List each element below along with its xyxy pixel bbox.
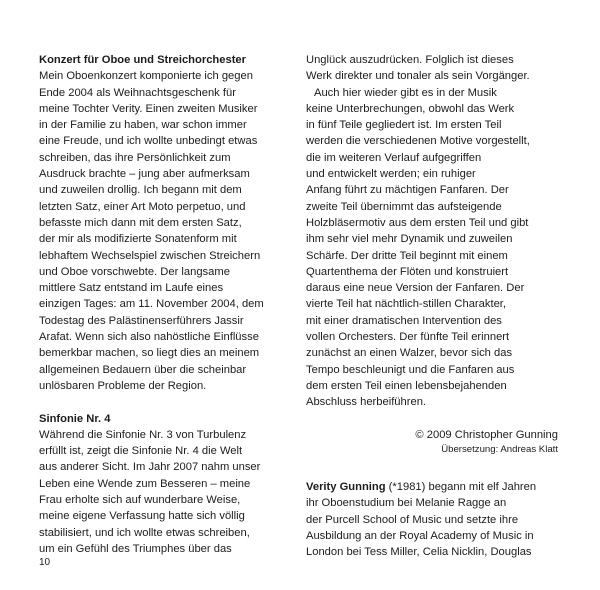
text-line: vollen Orchesters. Der fünfte Teil erinnert: [306, 331, 510, 344]
text-line: der mir als modifizierte Sonatenform mit: [39, 233, 237, 246]
text-line: Ausdruck brachte – jung aber aufmerksam: [39, 168, 250, 181]
text-line: lebhaftem Wechselspiel zwischen Streichern: [39, 249, 261, 262]
continuation-paragraph: [306, 52, 558, 85]
concerto-paragraph: [39, 68, 289, 394]
symphony-paragraph: [39, 427, 289, 557]
translation-credit: Übersetzung: Andreas Klatt: [441, 444, 558, 456]
bio-paragraph: [306, 479, 558, 560]
text-line: eine Freude, und ich wollte unbedingt etwas: [39, 135, 258, 148]
text-line: meine Tochter Verity. Einen zweiten Musiker: [39, 102, 258, 115]
text-line: vierte Teil hat nächtlich-stillen Charakter,: [306, 298, 507, 311]
concerto-heading: Konzert für Oboe und Streichorchester: [39, 54, 246, 66]
text-line: schreiben, das ihre Persönlichkeit zum: [39, 151, 231, 164]
text-line: ihr Oboenstudium bei Melanie Ragge an: [306, 497, 507, 510]
text-line: letzten Satz, einer Art Moto perpetuo, und: [39, 200, 246, 213]
text-line: stabilisiert, und ich wollte etwas schreiben,: [39, 526, 250, 539]
text-line: Todestag des Palästinenserführers Jassir: [39, 314, 244, 327]
text-line: Holzbläsermotiv aus dem ersten Teil und gibt: [306, 216, 529, 229]
paragraph-gap: [306, 457, 558, 479]
text-line: bemerkbar machen, so liegt dies an meinem: [39, 347, 260, 360]
structure-paragraph: [306, 85, 558, 411]
bio-name: Verity Gunning: [306, 481, 386, 494]
text-line: Arafat. Wenn sich also nahöstliche Einflüsse: [39, 331, 259, 344]
paragraph-gap: [39, 394, 289, 410]
text-line: zunächst an einen Walzer, bevor sich das: [306, 347, 513, 360]
text-line: mittlere Satz entstand im Laufe eines: [39, 282, 224, 295]
text-line: und entwickelt werden; ein ruhiger: [306, 168, 476, 181]
text-line: daraus eine neue Version der Fanfaren. Der: [306, 282, 525, 295]
text-line: Unglück auszudrücken. Folglich ist dieses: [306, 54, 514, 66]
text-line: die im weiteren Verlauf aufgegriffen: [306, 151, 482, 164]
text-line: mit einer dramatischen Intervention des: [306, 314, 502, 327]
text-line: Ende 2004 als Weihnachtsgeschenk für: [39, 86, 236, 99]
text-line: und zuweilen drollig. Ich begann mit dem: [39, 184, 242, 197]
text-line: Quartenthema der Flöten und konstruiert: [306, 265, 509, 278]
text-line: einzigen Tages: am 11. November 2004, dem: [39, 298, 264, 311]
text-line: Mein Oboenkonzert komponierte ich gegen: [39, 70, 253, 83]
text-line: meine eigene Verfassung hatte sich völlig: [39, 510, 245, 523]
page-number: 10: [39, 557, 51, 568]
text-line: Ausbildung an der Royal Academy of Music in: [306, 530, 534, 543]
text-line: der Purcell School of Music und setzte ihre: [306, 513, 519, 526]
text-line: Leben eine Wende zum Besseren – meine: [39, 477, 251, 490]
text-line: erfüllt ist, zeigt die Sinfonie Nr. 4 die Welt: [39, 445, 243, 458]
text-line: aus anderer Sicht. Im Jahr 2007 nahm unser: [39, 461, 261, 474]
text-line: London bei Tess Miller, Celia Nicklin, Douglas: [306, 546, 532, 559]
text-line: befasste mich dann mit dem ersten Satz,: [39, 216, 242, 229]
text-line: Frau erholte sich auf wunderbare Weise,: [39, 494, 241, 507]
text-line: unlösbaren Probleme der Region.: [39, 379, 207, 392]
text-line: und Oboe vorschwebte. Der langsame: [39, 265, 230, 278]
text-line: allgemeinen Bedauern über die scheinbar: [39, 363, 247, 376]
text-line: Während die Sinfonie Nr. 3 von Turbulenz: [39, 428, 247, 441]
bio-years: (*1981) begann mit elf Jahren: [385, 481, 537, 494]
text-line: Schärfe. Der dritte Teil beginnt mit einem: [306, 249, 508, 262]
bio-first-line: [306, 479, 558, 495]
text-line: ihm sehr viel mehr Dynamik und zuweilen: [306, 233, 513, 246]
left-column: [39, 52, 289, 557]
symphony-heading: Sinfonie Nr. 4: [39, 412, 111, 425]
text-line: Werk direkter und tonaler als sein Vorgänger.: [306, 70, 530, 83]
text-line: in fünf Teile gegliedert ist. Im ersten Teil: [306, 119, 502, 132]
text-line: um ein Gefühl des Triumphes über das: [39, 542, 232, 555]
copyright-line: © 2009 Christopher Gunning: [415, 428, 558, 441]
text-line: Auch hier wieder gibt es in der Musik: [314, 86, 497, 99]
text-line: dem ersten Teil einen lebensbejahenden: [306, 379, 507, 392]
right-column: [306, 52, 558, 561]
paragraph-gap: [306, 411, 558, 427]
text-line: Abschluss herbeiführen.: [306, 396, 427, 409]
text-line: werden die verschiedenen Motive vorgestellt,: [306, 135, 530, 148]
text-line: Anfang führt zu mächtigen Fanfaren. Der: [306, 184, 509, 197]
text-line: zweite Teil übernimmt das aufsteigende: [306, 200, 502, 213]
text-line: Tempo beschleunigt und die Fanfaren aus: [306, 363, 515, 376]
text-line: in der Familie zu haben, war schon immer: [39, 119, 247, 132]
text-line: keine Unterbrechungen, obwohl das Werk: [306, 102, 515, 115]
